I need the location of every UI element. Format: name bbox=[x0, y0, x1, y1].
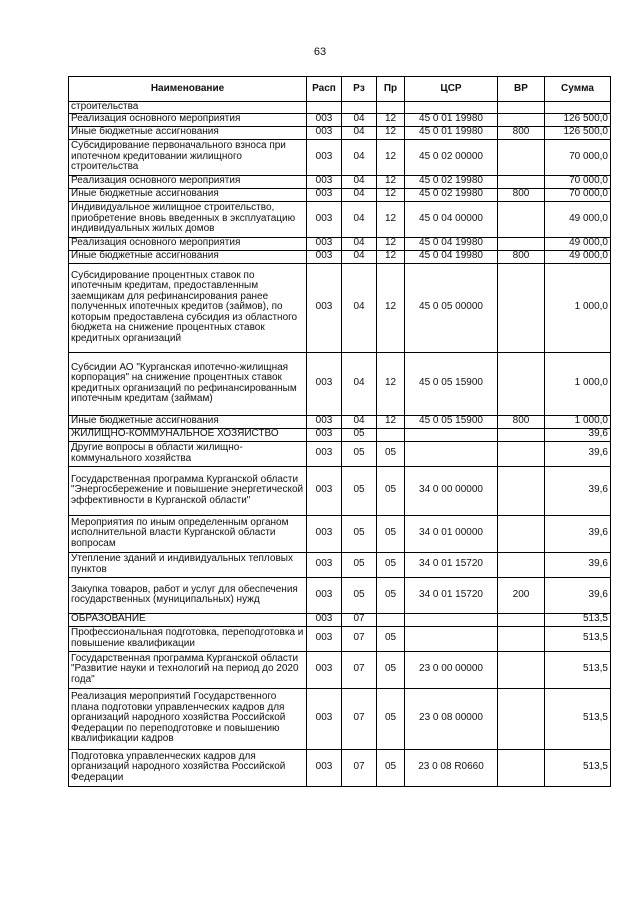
cell-name: Профессиональная подготовка, переподготовка и повышение квалификации bbox=[69, 626, 307, 651]
cell-vr bbox=[498, 201, 545, 237]
cell-rasp: 003 bbox=[307, 126, 342, 139]
table-row bbox=[69, 626, 611, 651]
table-row bbox=[69, 613, 611, 626]
cell-name: Реализация мероприятий Государственного плана подготовки управленческих кадров для организаций народного хозяйства Российской Федерации по переподготовке и повышению квалификации кадров bbox=[69, 688, 307, 749]
cell-name: Индивидуальное жилищное строительство, приобретение вновь введенных в эксплуатацию индивидуальных жилых домов bbox=[69, 201, 307, 237]
cell-pr bbox=[377, 613, 405, 626]
cell-csr bbox=[405, 428, 498, 441]
cell-rz: 04 bbox=[342, 175, 377, 188]
cell-vr bbox=[498, 352, 545, 415]
cell-rasp: 003 bbox=[307, 749, 342, 786]
cell-sum: 513,5 bbox=[545, 626, 611, 651]
table-row bbox=[69, 352, 611, 415]
cell-sum: 49 000,0 bbox=[545, 237, 611, 250]
cell-name: Иные бюджетные ассигнования bbox=[69, 415, 307, 428]
cell-rz: 07 bbox=[342, 613, 377, 626]
cell-csr: 45 0 05 00000 bbox=[405, 263, 498, 352]
cell-sum: 39,6 bbox=[545, 577, 611, 613]
cell-rz: 04 bbox=[342, 139, 377, 175]
page-number: 63 bbox=[313, 46, 327, 58]
table-row bbox=[69, 175, 611, 188]
cell-rasp: 003 bbox=[307, 250, 342, 263]
table-row bbox=[69, 126, 611, 139]
cell-rasp: 003 bbox=[307, 201, 342, 237]
cell-vr bbox=[498, 175, 545, 188]
cell-sum: 70 000,0 bbox=[545, 175, 611, 188]
cell-csr: 45 0 02 00000 bbox=[405, 139, 498, 175]
cell-csr: 45 0 05 15900 bbox=[405, 415, 498, 428]
header-sum: Сумма bbox=[545, 77, 611, 102]
cell-pr: 05 bbox=[377, 515, 405, 552]
cell-rz: 04 bbox=[342, 250, 377, 263]
cell-rz: 05 bbox=[342, 577, 377, 613]
cell-pr: 12 bbox=[377, 237, 405, 250]
cell-csr: 45 0 05 15900 bbox=[405, 352, 498, 415]
cell-csr bbox=[405, 613, 498, 626]
cell-name: Иные бюджетные ассигнования bbox=[69, 188, 307, 201]
cell-pr: 05 bbox=[377, 626, 405, 651]
cell-rasp: 003 bbox=[307, 113, 342, 126]
cell-vr bbox=[498, 515, 545, 552]
cell-rz: 04 bbox=[342, 352, 377, 415]
cell-pr: 12 bbox=[377, 352, 405, 415]
cell-pr: 12 bbox=[377, 175, 405, 188]
cell-csr: 23 0 08 00000 bbox=[405, 688, 498, 749]
cell-csr bbox=[405, 626, 498, 651]
cell-rasp: 003 bbox=[307, 175, 342, 188]
cell-sum: 39,6 bbox=[545, 515, 611, 552]
cell-name: Другие вопросы в области жилищно-коммунального хозяйства bbox=[69, 441, 307, 466]
cell-csr: 23 0 08 R0660 bbox=[405, 749, 498, 786]
cell-vr bbox=[498, 552, 545, 577]
cell-name: строительства bbox=[69, 102, 307, 114]
table-row bbox=[69, 552, 611, 577]
cell-csr: 45 0 04 19980 bbox=[405, 250, 498, 263]
cell-sum: 70 000,0 bbox=[545, 139, 611, 175]
cell-pr: 12 bbox=[377, 250, 405, 263]
cell-rz: 04 bbox=[342, 201, 377, 237]
cell-pr: 12 bbox=[377, 126, 405, 139]
cell-sum: 126 500,0 bbox=[545, 113, 611, 126]
cell-sum: 39,6 bbox=[545, 441, 611, 466]
cell-rz bbox=[342, 102, 377, 114]
cell-vr bbox=[498, 139, 545, 175]
cell-rz: 07 bbox=[342, 688, 377, 749]
cell-csr: 45 0 01 19980 bbox=[405, 126, 498, 139]
cell-sum: 513,5 bbox=[545, 688, 611, 749]
cell-name: Субсидирование первоначального взноса при ипотечном кредитовании жилищного строительства bbox=[69, 139, 307, 175]
cell-rasp: 003 bbox=[307, 651, 342, 688]
cell-sum: 39,6 bbox=[545, 552, 611, 577]
cell-name: Государственная программа Курганской области "Развитие науки и технологий на период до 2020 года" bbox=[69, 651, 307, 688]
cell-pr: 12 bbox=[377, 113, 405, 126]
cell-sum: 70 000,0 bbox=[545, 188, 611, 201]
cell-csr: 45 0 04 19980 bbox=[405, 237, 498, 250]
table-row bbox=[69, 237, 611, 250]
cell-sum bbox=[545, 102, 611, 114]
cell-rasp: 003 bbox=[307, 626, 342, 651]
cell-rasp: 003 bbox=[307, 237, 342, 250]
cell-pr: 12 bbox=[377, 201, 405, 237]
cell-rz: 07 bbox=[342, 651, 377, 688]
cell-rasp: 003 bbox=[307, 139, 342, 175]
cell-rz: 04 bbox=[342, 263, 377, 352]
header-pr: Пр bbox=[377, 77, 405, 102]
cell-rz: 07 bbox=[342, 626, 377, 651]
cell-rasp: 003 bbox=[307, 263, 342, 352]
cell-rz: 05 bbox=[342, 441, 377, 466]
table-row bbox=[69, 466, 611, 515]
table-row bbox=[69, 250, 611, 263]
cell-name: Закупка товаров, работ и услуг для обеспечения государственных (муниципальных) нужд bbox=[69, 577, 307, 613]
cell-sum: 39,6 bbox=[545, 428, 611, 441]
cell-name: Субсидирование процентных ставок по ипотечным кредитам, предоставленным заемщикам для рефинансирования ранее полученных ипотечных кредитов (займов), по которым предоставлена субсидия из областного бюджета на снижение процентных ставок кредитных организаций bbox=[69, 263, 307, 352]
cell-sum: 1 000,0 bbox=[545, 263, 611, 352]
cell-rz: 04 bbox=[342, 237, 377, 250]
table-row bbox=[69, 263, 611, 352]
cell-vr: 800 bbox=[498, 250, 545, 263]
cell-rz: 05 bbox=[342, 515, 377, 552]
cell-vr: 200 bbox=[498, 577, 545, 613]
cell-csr: 34 0 00 00000 bbox=[405, 466, 498, 515]
cell-rasp: 003 bbox=[307, 552, 342, 577]
cell-rasp: 003 bbox=[307, 613, 342, 626]
header-rasp: Расп bbox=[307, 77, 342, 102]
cell-name: Подготовка управленческих кадров для организаций народного хозяйства Российской Федерации bbox=[69, 749, 307, 786]
cell-rz: 04 bbox=[342, 415, 377, 428]
cell-rasp: 003 bbox=[307, 577, 342, 613]
cell-name: Субсидии АО "Курганская ипотечно-жилищная корпорация" на снижение процентных ставок кредитных организаций по рефинансированным ипотечным кредитам (займам) bbox=[69, 352, 307, 415]
table-row bbox=[69, 749, 611, 786]
cell-rz: 04 bbox=[342, 126, 377, 139]
cell-rasp: 003 bbox=[307, 515, 342, 552]
cell-pr: 12 bbox=[377, 139, 405, 175]
header-csr: ЦСР bbox=[405, 77, 498, 102]
cell-csr: 45 0 01 19980 bbox=[405, 113, 498, 126]
cell-name: Мероприятия по иным определенным органом исполнительной власти Курганской области вопросам bbox=[69, 515, 307, 552]
table-row bbox=[69, 515, 611, 552]
cell-vr bbox=[498, 466, 545, 515]
cell-sum: 513,5 bbox=[545, 651, 611, 688]
cell-pr: 05 bbox=[377, 466, 405, 515]
header-name: Наименование bbox=[69, 77, 307, 102]
cell-vr bbox=[498, 626, 545, 651]
cell-vr bbox=[498, 651, 545, 688]
cell-name: ЖИЛИЩНО-КОММУНАЛЬНОЕ ХОЗЯЙСТВО bbox=[69, 428, 307, 441]
cell-sum: 126 500,0 bbox=[545, 126, 611, 139]
cell-name: Иные бюджетные ассигнования bbox=[69, 126, 307, 139]
cell-rasp: 003 bbox=[307, 466, 342, 515]
table-row bbox=[69, 428, 611, 441]
cell-vr bbox=[498, 237, 545, 250]
cell-csr: 34 0 01 15720 bbox=[405, 552, 498, 577]
cell-pr bbox=[377, 102, 405, 114]
cell-pr: 12 bbox=[377, 415, 405, 428]
cell-rasp: 003 bbox=[307, 188, 342, 201]
table-row bbox=[69, 577, 611, 613]
cell-vr bbox=[498, 688, 545, 749]
table-row bbox=[69, 415, 611, 428]
cell-rasp: 003 bbox=[307, 441, 342, 466]
table-row bbox=[69, 201, 611, 237]
cell-name: Иные бюджетные ассигнования bbox=[69, 250, 307, 263]
cell-vr bbox=[498, 428, 545, 441]
cell-csr: 45 0 02 19980 bbox=[405, 175, 498, 188]
table-row bbox=[69, 188, 611, 201]
cell-name: Реализация основного мероприятия bbox=[69, 175, 307, 188]
header-rz: Рз bbox=[342, 77, 377, 102]
cell-csr: 34 0 01 00000 bbox=[405, 515, 498, 552]
table-row bbox=[69, 441, 611, 466]
cell-sum: 513,5 bbox=[545, 613, 611, 626]
cell-vr bbox=[498, 613, 545, 626]
cell-sum: 49 000,0 bbox=[545, 250, 611, 263]
cell-sum: 1 000,0 bbox=[545, 415, 611, 428]
table-row bbox=[69, 688, 611, 749]
header-vr: ВР bbox=[498, 77, 545, 102]
cell-pr: 05 bbox=[377, 651, 405, 688]
cell-pr: 05 bbox=[377, 441, 405, 466]
cell-pr: 05 bbox=[377, 749, 405, 786]
cell-csr: 34 0 01 15720 bbox=[405, 577, 498, 613]
cell-csr: 23 0 00 00000 bbox=[405, 651, 498, 688]
cell-rz: 07 bbox=[342, 749, 377, 786]
cell-csr bbox=[405, 441, 498, 466]
cell-rasp bbox=[307, 102, 342, 114]
cell-pr: 05 bbox=[377, 688, 405, 749]
cell-sum: 513,5 bbox=[545, 749, 611, 786]
cell-vr bbox=[498, 113, 545, 126]
cell-name: Реализация основного мероприятия bbox=[69, 113, 307, 126]
cell-pr: 05 bbox=[377, 577, 405, 613]
cell-name: Утепление зданий и индивидуальных тепловых пунктов bbox=[69, 552, 307, 577]
cell-rasp: 003 bbox=[307, 688, 342, 749]
cell-vr: 800 bbox=[498, 415, 545, 428]
cell-vr: 800 bbox=[498, 188, 545, 201]
cell-rz: 04 bbox=[342, 113, 377, 126]
cell-rz: 04 bbox=[342, 188, 377, 201]
cell-sum: 1 000,0 bbox=[545, 352, 611, 415]
cell-rz: 05 bbox=[342, 428, 377, 441]
cell-name: ОБРАЗОВАНИЕ bbox=[69, 613, 307, 626]
cell-vr bbox=[498, 102, 545, 114]
cell-csr bbox=[405, 102, 498, 114]
cell-rasp: 003 bbox=[307, 428, 342, 441]
cell-name: Реализация основного мероприятия bbox=[69, 237, 307, 250]
cell-csr: 45 0 02 19980 bbox=[405, 188, 498, 201]
cell-pr: 05 bbox=[377, 552, 405, 577]
cell-vr bbox=[498, 749, 545, 786]
cell-csr: 45 0 04 00000 bbox=[405, 201, 498, 237]
table-row bbox=[69, 139, 611, 175]
cell-vr bbox=[498, 263, 545, 352]
cell-sum: 49 000,0 bbox=[545, 201, 611, 237]
cell-pr bbox=[377, 428, 405, 441]
table-header-row bbox=[69, 77, 611, 102]
cell-name: Государственная программа Курганской области "Энергосбережение и повышение энергетической эффективности в Курганской области" bbox=[69, 466, 307, 515]
cell-vr bbox=[498, 441, 545, 466]
table-row bbox=[69, 651, 611, 688]
cell-sum: 39,6 bbox=[545, 466, 611, 515]
table-row bbox=[69, 102, 611, 114]
cell-rz: 05 bbox=[342, 466, 377, 515]
cell-pr: 12 bbox=[377, 263, 405, 352]
cell-pr: 12 bbox=[377, 188, 405, 201]
cell-rasp: 003 bbox=[307, 415, 342, 428]
cell-rasp: 003 bbox=[307, 352, 342, 415]
cell-rz: 05 bbox=[342, 552, 377, 577]
budget-table bbox=[68, 76, 611, 787]
cell-vr: 800 bbox=[498, 126, 545, 139]
table-row bbox=[69, 113, 611, 126]
